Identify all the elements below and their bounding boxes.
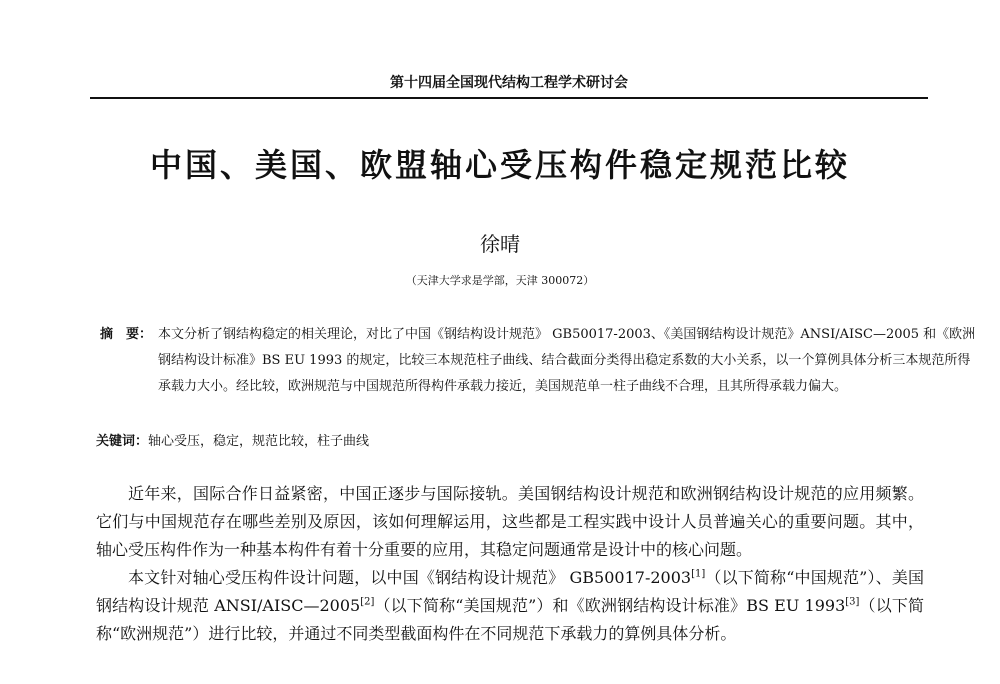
paragraph-2-segment: （以下简称“美国规范”）和《欧洲钢结构设计标准》BS EU 1993: [374, 596, 846, 615]
paper-title: 中国、美国、欧盟轴心受压构件稳定规范比较: [149, 146, 850, 184]
paragraph-2-segment: 本文针对轴心受压构件设计问题，以中国《钢结构设计规范》 GB50017-2003: [128, 568, 692, 587]
keywords: [96, 432, 926, 452]
abstract: [100, 322, 978, 400]
keywords-text: 轴心受压，稳定，规范比较，柱子曲线: [148, 434, 370, 449]
abstract-label: 摘 要：: [100, 327, 153, 342]
citation-ref-2: [2]: [360, 596, 375, 608]
body-text: [96, 480, 924, 648]
conference-header: 第十四届全国现代结构工程学术研讨会: [90, 72, 928, 99]
paragraph-2-segment: （以下简称“中国规范”）、美国钢结构设计规范 ANSI/AISC—2005: [96, 568, 924, 615]
body-paragraph-2: [96, 564, 924, 648]
body-paragraph-1: 近年来，国际合作日益紧密，中国正逐步与国际接轨。美国钢结构设计规范和欧洲钢结构设计规范的应用频繁。它们与中国规范存在哪些差别及原因，该如何理解运用，这些都是工程实践中设计人员普遍关心的重要问题。其中，轴心受压构件作为一种基本构件有着十分重要的应用，其稳定问题通常是设计中的核心问题。: [96, 484, 924, 559]
abstract-text: 本文分析了钢结构稳定的相关理论，对比了中国《钢结构设计规范》 GB50017-2003、《美国钢结构设计规范》ANSI/AISC—2005 和《欧洲钢结构设计标准》BS EU 1993 的规定，比较三本规范柱子曲线、结合截面分类得出稳定系数的大小关系，以一个算例具体分析三本规范所得承载力大小。经比较，欧洲规范与中国规范所得构件承载力接近，美国规范单一柱子曲线不合理，且其所得承载力偏大。: [158, 327, 976, 394]
keywords-label: 关键词：: [96, 434, 149, 449]
citation-ref-1: [1]: [691, 568, 706, 580]
citation-ref-3: [3]: [845, 596, 860, 608]
author-affiliation: （天津大学求是学部，天津 300072）: [405, 274, 595, 287]
author-name: 徐晴: [480, 232, 520, 256]
paragraph-2-segment: （以下简称“欧洲规范”）进行比较，并通过不同类型截面构件在不同规范下承载力的算例具体分析。: [96, 596, 924, 643]
